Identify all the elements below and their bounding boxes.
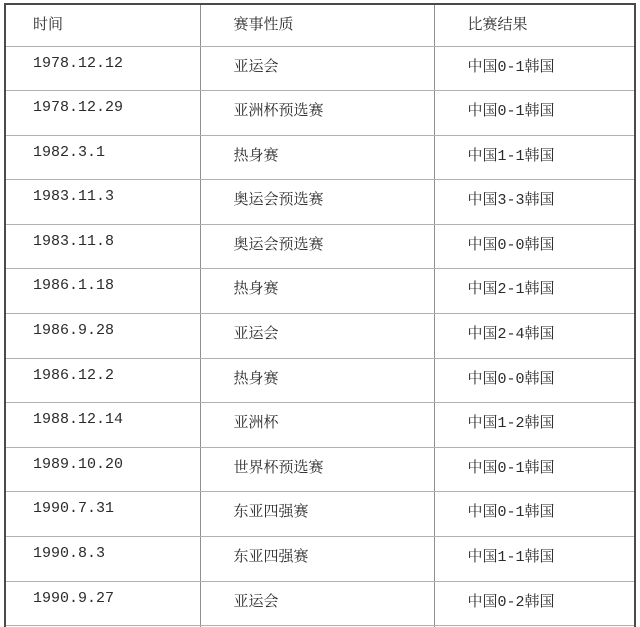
cell-event: 亚运会 [200, 581, 434, 626]
cell-event: 奥运会预选赛 [200, 224, 434, 269]
cell-event: 东亚四强赛 [200, 492, 434, 537]
cell-event: 世界杯预选赛 [200, 447, 434, 492]
cell-date: 1978.12.12 [5, 46, 200, 91]
cell-event: 热身赛 [200, 269, 434, 314]
cell-event: 热身赛 [200, 358, 434, 403]
table-row [5, 224, 635, 269]
cell-event: 亚洲杯预选赛 [200, 91, 434, 136]
cell-result: 中国0-0韩国 [434, 358, 635, 403]
table-row [5, 91, 635, 136]
cell-event: 奥运会预选赛 [200, 180, 434, 225]
table-row [5, 180, 635, 225]
cell-result: 中国2-1韩国 [434, 269, 635, 314]
table-row [5, 46, 635, 91]
table-row [5, 492, 635, 537]
table-row [5, 314, 635, 359]
cell-result: 中国1-1韩国 [434, 537, 635, 582]
table-row [5, 403, 635, 448]
col-header-result: 比赛结果 [434, 4, 635, 46]
col-header-event: 赛事性质 [200, 4, 434, 46]
cell-date: 1983.11.8 [5, 224, 200, 269]
cell-date: 1983.11.3 [5, 180, 200, 225]
cell-date: 1982.3.1 [5, 135, 200, 180]
cell-result: 中国1-2韩国 [434, 403, 635, 448]
cell-date: 1990.8.3 [5, 537, 200, 582]
cell-result: 中国0-0韩国 [434, 224, 635, 269]
cell-result: 中国3-3韩国 [434, 180, 635, 225]
cell-result: 中国0-2韩国 [434, 581, 635, 626]
table-row [5, 358, 635, 403]
cell-date: 1986.12.2 [5, 358, 200, 403]
cell-date: 1978.12.29 [5, 91, 200, 136]
cell-result: 中国0-1韩国 [434, 492, 635, 537]
cell-event: 热身赛 [200, 135, 434, 180]
cell-date: 1986.9.28 [5, 314, 200, 359]
table-row [5, 581, 635, 626]
cell-date: 1990.7.31 [5, 492, 200, 537]
col-header-time: 时间 [5, 4, 200, 46]
table-row [5, 135, 635, 180]
cell-date: 1986.1.18 [5, 269, 200, 314]
table-row [5, 537, 635, 582]
cell-event: 东亚四强赛 [200, 537, 434, 582]
cell-result: 中国0-1韩国 [434, 46, 635, 91]
cell-result: 中国2-4韩国 [434, 314, 635, 359]
cell-date: 1988.12.14 [5, 403, 200, 448]
table-row [5, 269, 635, 314]
china-korea-match-results-table [4, 3, 636, 627]
table-row [5, 447, 635, 492]
cell-result: 中国0-1韩国 [434, 447, 635, 492]
header-row [5, 4, 635, 46]
cell-date: 1990.9.27 [5, 581, 200, 626]
cell-date: 1989.10.20 [5, 447, 200, 492]
cell-result: 中国1-1韩国 [434, 135, 635, 180]
cell-event: 亚洲杯 [200, 403, 434, 448]
cell-event: 亚运会 [200, 46, 434, 91]
cell-result: 中国0-1韩国 [434, 91, 635, 136]
cell-event: 亚运会 [200, 314, 434, 359]
